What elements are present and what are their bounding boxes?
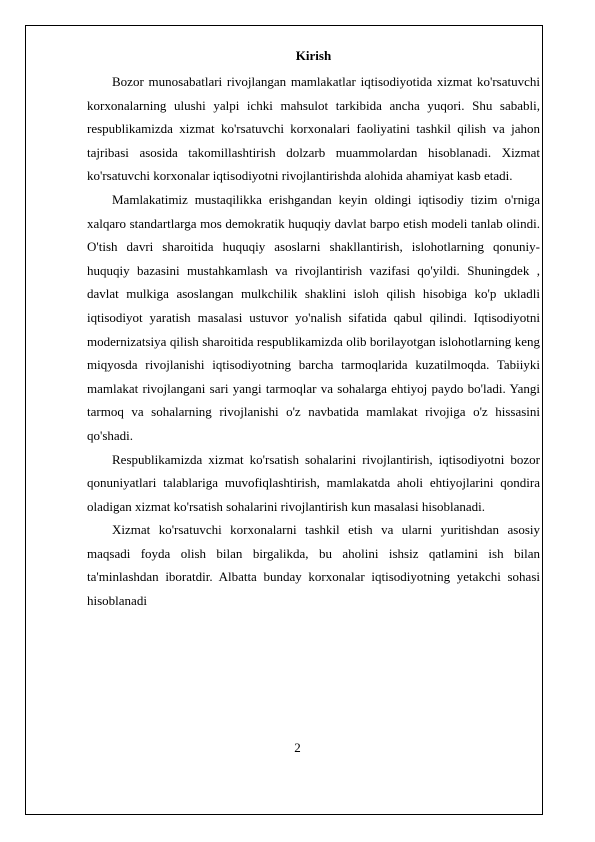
paragraph-3: Respublikamizda xizmat ko'rsatish sohalarini rivojlantirish, iqtisodiyotni bozor qonuniyatlari talablariga muvofiqlashtirish, mamlakatda aholi ehtiyojlarini qondira oladigan xizmat ko'rsatish sohalarini rivojlantirish kun masalasi hisoblanadi. (87, 451, 540, 514)
document-body (87, 44, 540, 613)
section-title: Kirish (295, 48, 332, 63)
paragraph-1: Bozor munosabatlari rivojlangan mamlakatlar iqtisodiyotida xizmat ko'rsatuvchi korxonalarning ulushi yalpi ichki mahsulot tarkibida ancha yuqori. Shu sababli, respublikamizda xizmat ko'rsatuvchi korxonalari faoliyatini tashkil qilish va jahon tajribasi asosida takomillashtirish dolzarb muammolardan hisoblanadi. Xizmat ko'rsatuvchi korxonalar iqtisodiyotni rivojlantirishda alohida ahamiyat kasb etadi. (87, 74, 540, 184)
page-number: 2 (294, 740, 301, 755)
paragraph-2: Mamlakatimiz mustaqilikka erishgandan keyin oldingi iqtisodiy tizim o'rniga xalqaro standartlarga mos demokratik huquqiy davlat barpo etish modeli tanlab olindi. O'tish davri sharoitida huquqiy asoslarni shakllantirish, islohotlarning qonuniy-huquqiy bazasini mustahkamlash va rivojlantirish vazifasi qo'yildi. Shuningdek , davlat mulkiga asoslangan mulkchilik shaklini isloh qilish hisobiga ko'p ukladli iqtisodiyot yaratish masalasi ustuvor yo'nalish sifatida qabul qilindi. Iqtisodiyotni modernizatsiya qilish sharoitida respublikamizda olib borilayotgan islohotlarning keng miqyosda rivojlanishi iqtisodiyotning barcha tarmoqlarida kuzatilmoqda. Tabiiyki mamlakat rivojlangani sari yangi tarmoqlar va sohalarga ehtiyoj paydo bo'ladi. Yangi tarmoq va sohalarning rivojlanishi o'z navbatida mamlakat rivojiga o'z hissasini qo'shadi. (87, 191, 540, 443)
paragraph-4: Xizmat ko'rsatuvchi korxonalarni tashkil etish va ularni yuritishdan asosiy maqsadi foyda olish bilan birgalikda, bu aholini ishsiz qatlamini ish bilan ta'minlashdan iboratdir. Albatta bunday korxonalar iqtisodiyotning yetakchi sohasi hisoblanadi (87, 522, 540, 609)
